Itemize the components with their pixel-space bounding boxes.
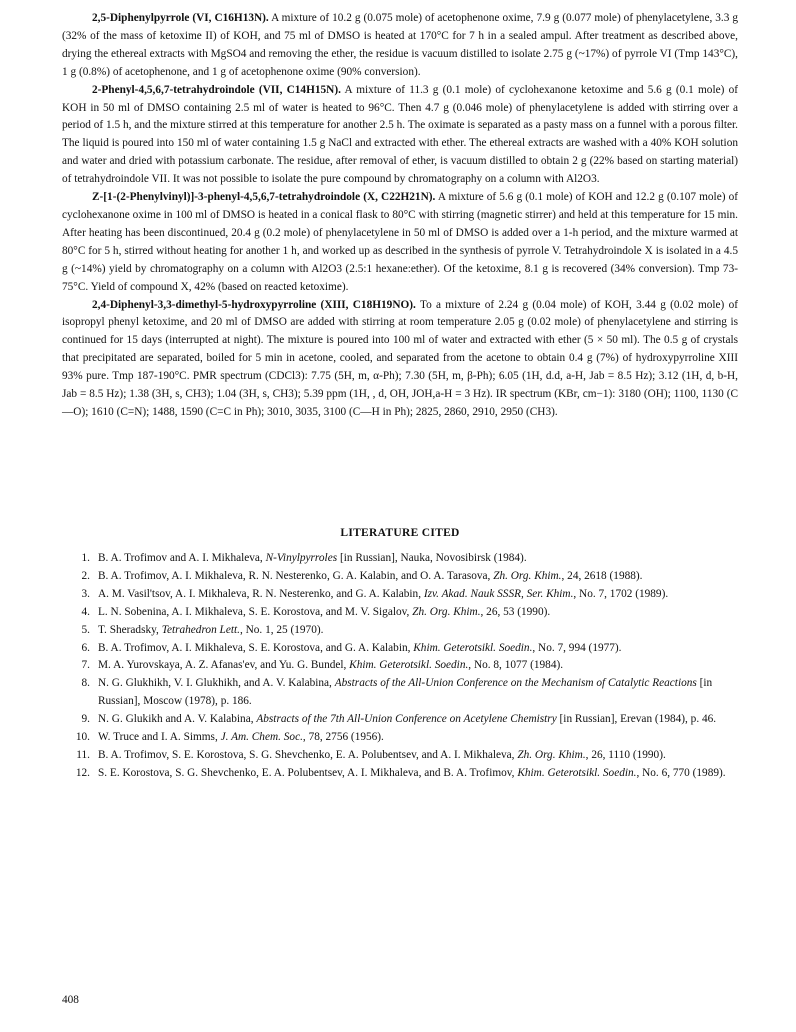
reference-text	[98, 675, 738, 711]
compound-heading: 2,4-Diphenyl-3,3-dimethyl-5-hydroxypyrroline (XIII, C18H19NO).	[92, 298, 416, 311]
reference-authors: T. Sheradsky,	[98, 623, 162, 636]
reference-details: , 26, 1110 (1990).	[585, 748, 666, 761]
reference-item	[62, 604, 738, 622]
reference-details: [in Russian], Moscow (1978), p. 186.	[98, 677, 713, 708]
reference-authors: N. G. Glukikh and A. V. Kalabina,	[98, 713, 257, 726]
reference-authors: B. A. Trofimov, A. I. Mikhaleva, R. N. Nesterenko, G. A. Kalabin, and O. A. Tarasova,	[98, 569, 494, 582]
paragraph-diphenylpyrrole	[62, 10, 738, 82]
reference-text	[98, 604, 738, 622]
reference-details: , 24, 2618 (1988).	[561, 569, 643, 582]
reference-item	[62, 622, 738, 640]
reference-text	[98, 765, 738, 783]
reference-item	[62, 657, 738, 675]
reference-authors: A. M. Vasil'tsov, A. I. Mikhaleva, R. N. Nesterenko, and G. A. Kalabin,	[98, 587, 424, 600]
reference-item	[62, 568, 738, 586]
reference-details: , No. 7, 994 (1977).	[532, 641, 622, 654]
compound-heading: 2-Phenyl-4,5,6,7-tetrahydroindole (VII, C14H15N).	[92, 83, 341, 96]
reference-authors: S. E. Korostova, S. G. Shevchenko, E. A. Polubentsev, A. I. Mikhaleva, and B. A. Trofimov,	[98, 766, 518, 779]
reference-source: Khim. Geterotsikl. Soedin.	[517, 766, 637, 779]
reference-item	[62, 586, 738, 604]
reference-source: Zh. Org. Khim.	[412, 605, 481, 618]
reference-details: , 26, 53 (1990).	[480, 605, 551, 618]
reference-source: Abstracts of the 7th All-Union Conference on Acetylene Chemistry	[256, 713, 557, 726]
reference-text	[98, 640, 738, 658]
reference-authors: M. A. Yurovskaya, A. Z. Afanas'ev, and Yu. G. Bundel,	[98, 659, 350, 672]
reference-number: 10.	[75, 731, 90, 744]
reference-details: , 78, 2756 (1956).	[302, 731, 384, 744]
paragraph-text: A mixture of 11.3 g (0.1 mole) of cyclohexanone ketoxime and 5.6 g (0.1 mole) of KOH in 50 ml of DMSO containing 2.5 ml of water is heated to 96°C. Then 4.7 g (0.046 mole) of phenylacetylene is added with stirring over a period of 1.5 h, and the mixture stirred at this temperature for another 2.5 h. The oximate is separated as a pasty mass on a funnel with a porous filter. The liquid is poured into 150 ml of water containing 1.5 g NaCl and extracted with ether. The ethereal extracts are washed with a 40% KOH solution and water and dried with potassium carbonate. The residue, after removal of ether, is vacuum distilled to obtain 2 g (22% based on starting material) of tetrahydroindole VII. It was not possible to isolate the pure compound by chromatography on a column with Al2O3.	[62, 83, 738, 186]
reference-text	[98, 586, 738, 604]
compound-heading: Z-[1-(2-Phenylvinyl)]-3-phenyl-4,5,6,7-tetrahydroindole (X, C22H21N).	[92, 191, 436, 204]
page-number: 408	[62, 994, 79, 1006]
reference-authors: W. Truce and I. A. Simms,	[98, 731, 221, 744]
reference-number: 3.	[81, 587, 90, 600]
reference-item	[62, 675, 738, 711]
reference-source: N-Vinylpyrroles	[265, 552, 338, 564]
literature-title: LITERATURE CITED	[340, 527, 460, 539]
paragraph-tetrahydroindole	[62, 82, 738, 189]
reference-text	[98, 568, 738, 586]
reference-details: , No. 6, 770 (1989).	[636, 766, 726, 779]
paragraph-text: To a mixture of 2.24 g (0.04 mole) of KOH, 3.44 g (0.02 mole) of isopropyl phenyl ketoxime, and 20 ml of DMSO are added with stirring at room temperature 2.05 g (0.02 mole) of phenylacetylene and stirring is continued for 15 days (interrupted at night). The mixture is poured into 100 ml of water and extracted with ether (5 × 50 ml). The 0.5 g of crystals that precipitated are separated, boiled for 5 min in acetone, cooled, and separated from the acetone to obtain 0.4 g (7%) of hydroxypyrroline XIII 93% pure. Tmp 187-190°C. PMR spectrum (CDCl3): 7.75 (5H, m, α-Ph); 7.30 (5H, m, β-Ph); 6.05 (1H, d.d, a-H, Jab = 8.5 Hz); 3.12 (1H, d, b-H, Jab = 8.5 Hz); 1.38 (3H, s, CH3); 1.04 (3H, s, CH3); 5.39 ppm (1H, , d, OH, JOH,a-H = 3 Hz). IR spectrum (KBr, cm−1): 3180 (OH); 1100, 1130 (C—O); 1610 (C=N); 1488, 1590 (C=C in Ph); 3010, 3035, 3100 (C—H in Ph); 2825, 2860, 2910, 2950 (CH3).	[62, 298, 738, 418]
reference-item	[62, 640, 738, 658]
paragraph-hydroxypyrroline	[62, 297, 738, 422]
paragraph-text: A mixture of 5.6 g (0.1 mole) of KOH and 12.2 g (0.107 mole) of cyclohexanone oxime in 100 ml of DMSO is heated in a conical flask to 80°C with stirring (magnetic stirrer) and held at this temperature for 15 min. After heating has been discontinued, 20.4 g (0.2 mole) of phenylacetylene in 50 ml of DMSO is added over a 1-h period, and the mixture warmed at 80°C for 5 h, stirred without heating for another 1 h, and worked up as described in the synthesis of pyrrole V. Tetrahydroindole X is isolated in a 4.5 g (~14%) yield by chromatography on a column with Al2O3 (2.5:1 hexane:ether). Of the ketoxime, 8.1 g is recovered (34% conversion). Tmp 73-75°C. Yield of compound X, 42% (based on reacted ketoxime).	[62, 191, 738, 293]
reference-number: 2.	[81, 569, 90, 582]
reference-number: 1.	[81, 552, 90, 564]
experimental-section	[62, 10, 738, 422]
reference-authors: B. A. Trofimov, S. E. Korostova, S. G. Shevchenko, E. A. Polubentsev, and A. I. Mikhaleva,	[98, 748, 518, 761]
reference-number: 11.	[76, 748, 90, 761]
reference-authors: N. G. Glukhikh, V. I. Glukhikh, and A. V. Kalabina,	[98, 677, 335, 690]
reference-text	[98, 657, 738, 675]
reference-item	[62, 747, 738, 765]
reference-number: 6.	[81, 641, 90, 654]
reference-item	[62, 550, 738, 568]
reference-number: 7.	[81, 659, 90, 672]
reference-item	[62, 711, 738, 729]
reference-source: Abstracts of the All-Union Conference on the Mechanism of Catalytic Reactions	[334, 677, 697, 690]
paragraph-text: A mixture of 10.2 g (0.075 mole) of acetophenone oxime, 7.9 g (0.077 mole) of phenylacetylene, 3.3 g (32% of the mass of ketoxime II) of KOH, and 75 ml of DMSO is heated at 170°C for 7 h in a sealed ampul. After treatment as described above, drying the ethereal extracts with MgSO4 and removing the ether, the residue is vacuum distilled to isolate 2.75 g (~17%) of pyrrole VI (Tmp 143°C), 1 g (0.8%) of acetophenone, and 1 g of acetophenone oxime (90% conversion).	[62, 12, 738, 78]
reference-text	[98, 747, 738, 765]
reference-number: 9.	[81, 713, 90, 726]
compound-heading: 2,5-Diphenylpyrrole (VI, C16H13N).	[92, 12, 269, 24]
reference-text	[98, 729, 738, 747]
reference-source: Zh. Org. Khim.	[493, 569, 562, 582]
reference-number: 5.	[81, 623, 90, 636]
reference-details: [in Russian], Nauka, Novosibirsk (1984).	[337, 552, 527, 564]
reference-source: J. Am. Chem. Soc.	[220, 731, 303, 744]
reference-authors: B. A. Trofimov, A. I. Mikhaleva, S. E. Korostova, and G. A. Kalabin,	[98, 641, 414, 654]
reference-details: [in Russian], Erevan (1984), p. 46.	[556, 713, 717, 726]
paragraph-phenylvinyl-tetrahydroindole	[62, 189, 738, 296]
reference-details: , No. 1, 25 (1970).	[239, 623, 324, 636]
reference-item	[62, 729, 738, 747]
reference-source: Zh. Org. Khim.	[517, 748, 586, 761]
reference-details: , No. 7, 1702 (1989).	[573, 587, 669, 600]
reference-item	[62, 765, 738, 783]
reference-source: Khim. Geterotsikl. Soedin.	[349, 659, 469, 672]
reference-source: Tetrahedron Lett.	[161, 623, 240, 636]
reference-authors: L. N. Sobenina, A. I. Mikhaleva, S. E. Korostova, and M. V. Sigalov,	[98, 605, 413, 618]
reference-number: 8.	[81, 677, 90, 690]
reference-text	[98, 622, 738, 640]
reference-authors: B. A. Trofimov and A. I. Mikhaleva,	[98, 552, 266, 564]
reference-number: 4.	[81, 605, 90, 618]
reference-text	[98, 711, 738, 729]
reference-list	[62, 550, 738, 783]
reference-details: , No. 8, 1077 (1984).	[468, 659, 564, 672]
reference-source: Izv. Akad. Nauk SSSR, Ser. Khim.	[423, 587, 574, 600]
reference-text	[98, 550, 738, 568]
reference-source: Khim. Geterotsikl. Soedin.	[413, 641, 533, 654]
reference-number: 12.	[75, 766, 90, 779]
